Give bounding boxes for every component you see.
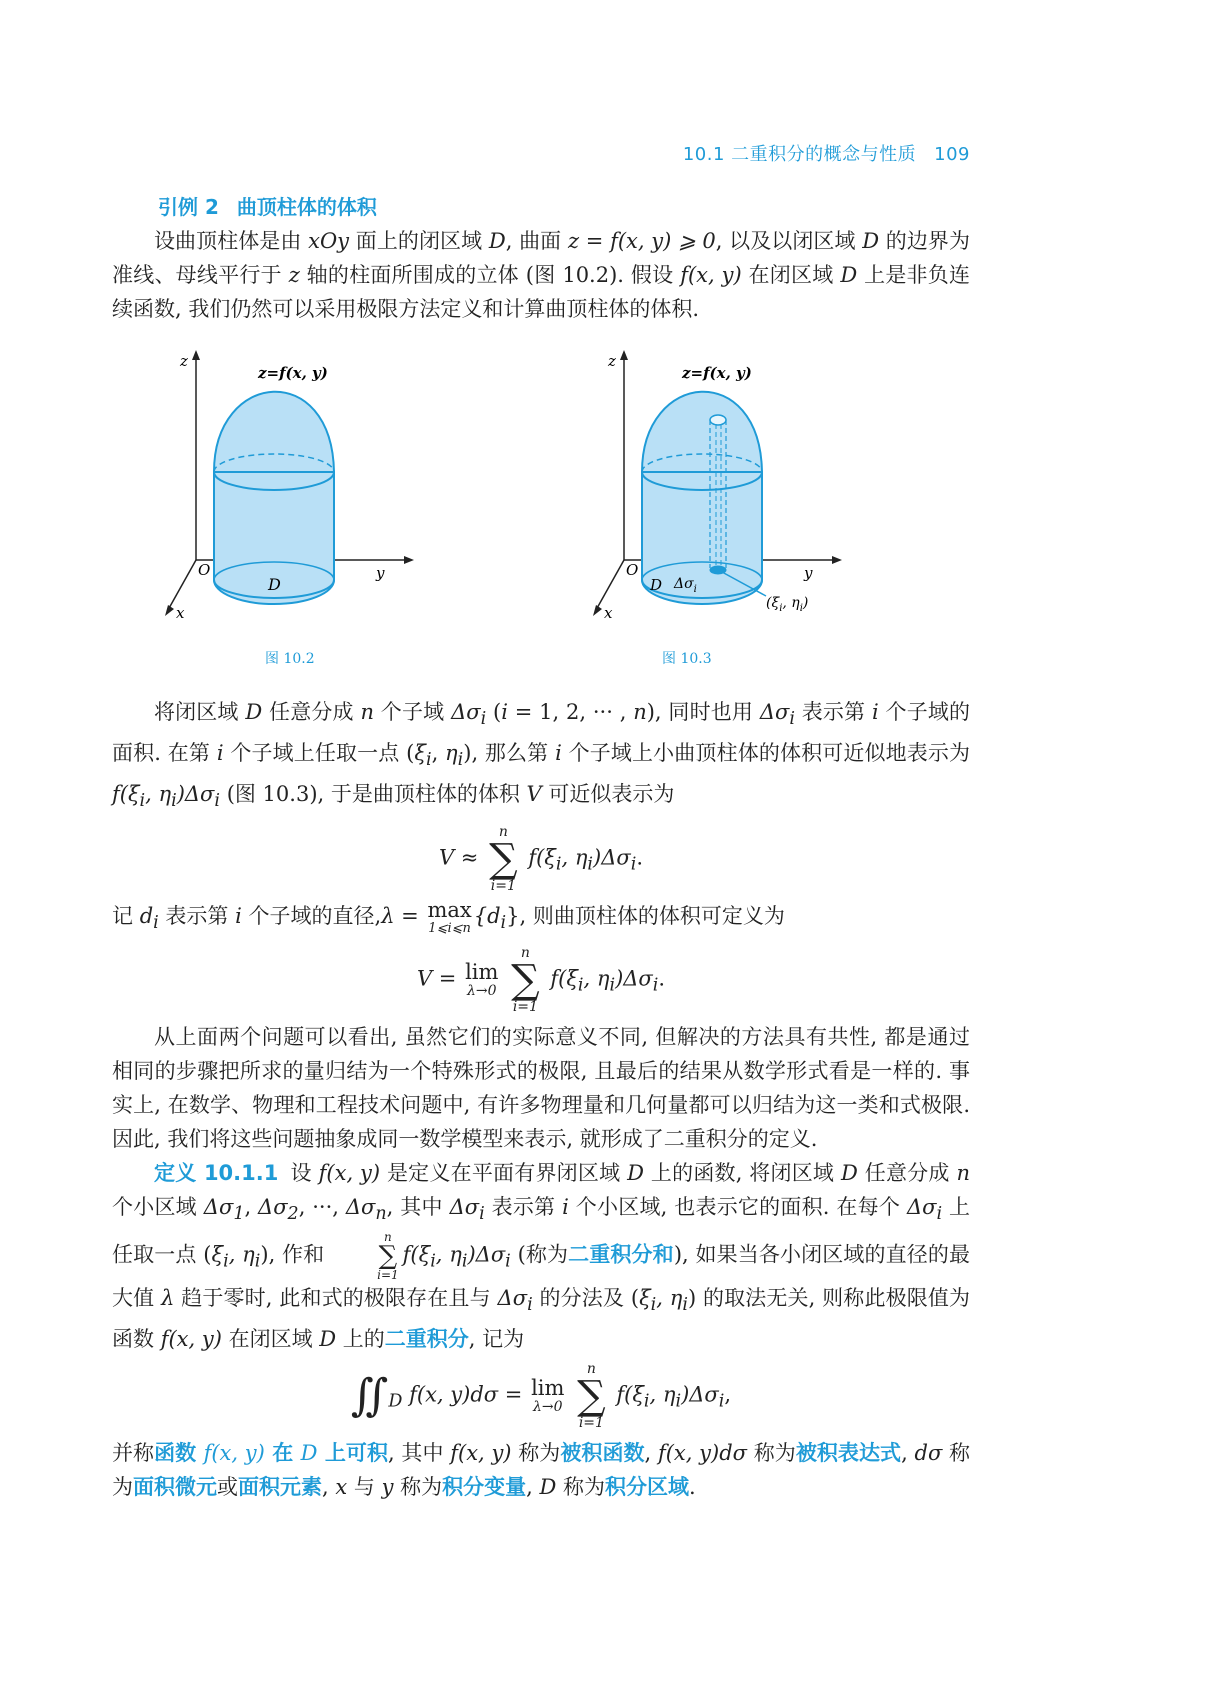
example-title: 曲顶柱体的体积 [236, 195, 377, 219]
svg-text:O: O [626, 561, 639, 579]
svg-text:x: x [176, 604, 185, 622]
svg-text:z=f(x, y): z=f(x, y) [682, 364, 752, 382]
figure-10-2 [162, 350, 422, 635]
term-double-integral-sum: 二重积分和 [568, 1242, 674, 1267]
term-integrand: 被积函数 [560, 1441, 645, 1466]
svg-text:y: y [804, 564, 813, 582]
svg-text:z: z [608, 352, 616, 370]
svg-text:y: y [376, 564, 385, 582]
example-paragraph: 设曲顶柱体是由 xOy 面上的闭区域 D, 曲面 z = f(x, y) ⩾ 0, 以及以闭区域 D 的边界为准线、母线平行于 z 轴的柱面所围成的立体 (图 10.2). 假设 f(x, y) 在闭区域 D 上是非负连续函数, 我们仍然可以采用极限方法定义和计算曲顶柱体的体积. [112, 229, 970, 321]
running-header [683, 140, 970, 166]
svg-text:(ξi, ηi): ($\xi_i$, $\eta_i$) [766, 595, 809, 614]
example-heading [158, 190, 970, 224]
svg-text:z: z [180, 352, 188, 370]
equation-double-integral: $∬_D$ f(x, y)dσ = lim λ→0 n ∑ i=1 $f(\xi_i$, $\eta_i)\Delta\sigma_i$, [350, 1361, 732, 1432]
term-integrable: 函数 f(x, y) 在 D 上可积 [154, 1441, 388, 1466]
paragraph-summary: 从上面两个问题可以看出, 虽然它们的实际意义不同, 但解决的方法具有共性, 都是通过相同的步骤把所求的量归结为一个特殊形式的极限, 且最后的结果从数学形式看是一样的. 事实上, 在数学、物理和工程技术问题中, 有许多物理量和几何量都可以归结为这一类和式极限. 因此, 我们将这些问题抽象成同一数学模型来表示, 就形成了二重积分的定义. [112, 1024, 970, 1151]
svg-text:O: O [198, 561, 211, 579]
svg-text:D: D [650, 576, 663, 594]
paragraph-diameter: 记 $d_i$ 表示第 i 个子域的直径,λ = max 1⩽i⩽n $\{d_i\}$, 则曲顶柱体的体积可定义为 [112, 897, 785, 936]
closing-paragraph: 并称函数 f(x, y) 在 D 上可积, 其中 f(x, y) 称为被积函数, f(x, y)dσ 称为被积表达式, dσ 称为面积微元或面积元素, x 与 y 称为积分变量, D 称为积分区域. [112, 1441, 971, 1500]
svg-text:D: D [268, 575, 281, 594]
figure-10-3 [590, 350, 850, 635]
example-label: 引例 2 [158, 195, 219, 219]
term-integration-variables: 积分变量 [442, 1475, 527, 1500]
definition-paragraph: 定义 10.1.1 设 f(x, y) 是定义在平面有界闭区域 D 上的函数, 将闭区域 D 任意分成 n 个小区域 $\Delta\sigma_1$, $\Delta\sigma_2$, ···, $\Delta\sigma_n$, 其中 $\Delta\sigma_i$ 表示第 i 个小区域, 也表示它的面积. 在每个 $\Delta\sigma_i$ 上任取一点 ($\xi_i$, $\eta_i$), 作和 n ∑ i=1 $f(\xi_i$, $\eta_i)\Delta\sigma_i$ (称为二重积分和), 如果当各小闭区域的直径的最大值 λ 趋于零时, 此和式的极限存在且与 $\Delta\sigma_i$ 的分法及 ($\xi_i$, $\eta_i$) 的取法无关, 则称此极限值为函数 f(x, y) 在闭区域 D 上的二重积分, 记为 [112, 1160, 971, 1352]
equation-limit: V = lim λ→0 n ∑ i=1 $f(\xi_i$, $\eta_i)\Delta\sigma_i$. [416, 944, 666, 1015]
page-content [112, 190, 970, 1504]
term-area-element-alt: 面积元素 [238, 1475, 322, 1500]
svg-text:z=f(x, y): z=f(x, y) [258, 364, 328, 382]
figure-10-2-caption: 图 10.2 [265, 651, 315, 667]
svg-text:x: x [604, 604, 613, 622]
surface-cap [214, 392, 334, 472]
section-title: 10.1 二重积分的概念与性质 [682, 144, 917, 165]
svg-text:Δσi: $\Delta\sigma_i$ [674, 576, 697, 595]
figure-row [112, 350, 970, 695]
figure-10-3-caption: 图 10.3 [662, 651, 712, 667]
definition-label: 定义 10.1.1 [154, 1160, 279, 1185]
term-integrand-expression: 被积表达式 [795, 1441, 902, 1466]
small-column-top [710, 415, 726, 425]
page-number: 109 [934, 144, 970, 165]
equation-approx: V ≈ n ∑ i=1 $f(\xi_i$, $\eta_i)\Delta\sigma_i$. [438, 823, 644, 894]
paragraph-partition: 将闭区域 D 任意分成 n 个子域 $\Delta\sigma_i$ (i = 1, 2, ··· , n), 同时也用 $\Delta\sigma_i$ 表示第 i 个子域的面积. 在第 i 个子域上任取一点 ($\xi_i$, $\eta_i$), 那么第 i 个子域上小曲顶柱体的体积可近似地表示为 $f(\xi_i$, $\eta_i)\Delta\sigma_i$ (图 10.3), 于是曲顶柱体的体积 V 可近似表示为 [112, 700, 970, 812]
term-integration-domain: 积分区域 [605, 1475, 690, 1500]
term-area-element: 面积微元 [133, 1475, 217, 1500]
term-double-integral: 二重积分 [384, 1327, 469, 1352]
